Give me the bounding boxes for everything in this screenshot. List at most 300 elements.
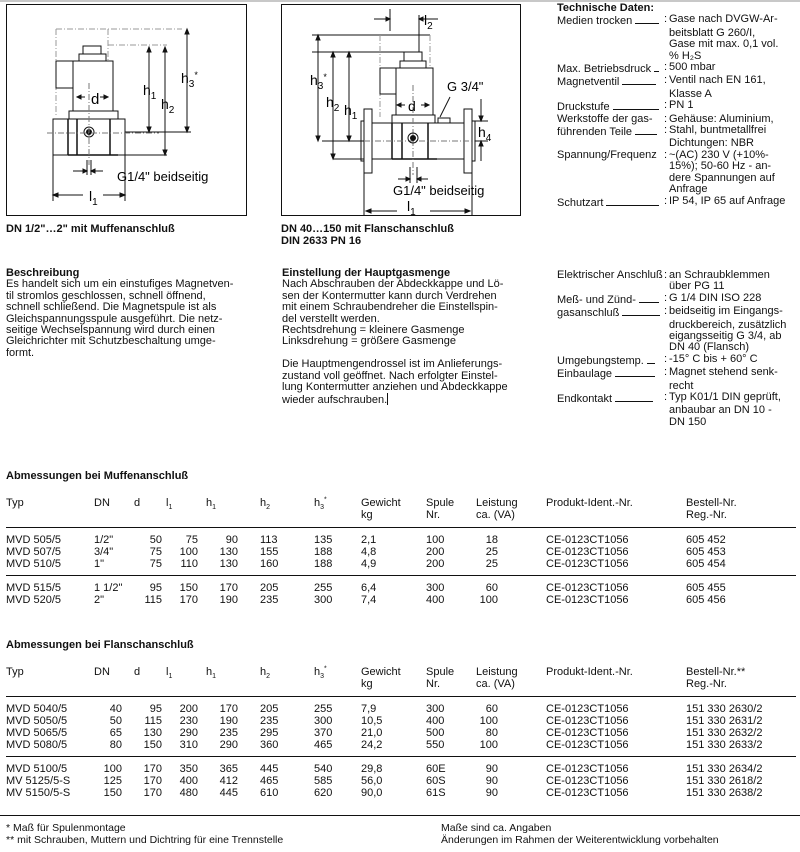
header-text: l (166, 666, 169, 678)
table-cell: 151 330 2631/2 (686, 715, 763, 727)
text-line: zustand voll geöffnet. Nach erfolgter Einstel- (282, 369, 498, 382)
tech-row (557, 417, 800, 428)
caption-flanschanschluss (281, 224, 454, 247)
table-cell: 205 (260, 703, 279, 715)
tech-label-empty (557, 405, 667, 416)
label-l2: $l_2$ (424, 12, 433, 32)
table-row (6, 594, 796, 606)
tech-label-empty (557, 417, 667, 428)
tech-label-empty (557, 89, 667, 100)
table-row (6, 775, 796, 787)
table-cell: 295 (260, 727, 279, 739)
table-cell: MVD 520/5 (6, 594, 62, 606)
table-cell: 95 (134, 576, 166, 595)
tech-label-empty (557, 39, 667, 50)
col-produkt: Produkt-Ident.-Nr. (546, 666, 686, 697)
table-cell: 465 (260, 775, 279, 787)
table-cell: 21,0 (361, 727, 383, 739)
table-cell: 255 (314, 703, 333, 715)
table-cell: 170 (219, 703, 238, 715)
header-text: l (166, 497, 169, 509)
tech-value: an Schraubklemmen (669, 269, 770, 281)
tech-value: % H₂S (669, 49, 702, 62)
technische-daten (557, 3, 800, 209)
table-cell: CE-0123CT1056 (546, 739, 629, 751)
caption-line-2: DIN 2633 PN 16 (281, 234, 362, 247)
figure-flanschanschluss (281, 4, 521, 216)
table-cell: 400 (179, 775, 198, 787)
col-spule: Spule Nr. (426, 497, 476, 528)
subscript: 1 (168, 504, 173, 512)
table-cell: 90,0 (361, 787, 383, 799)
table-cell: 2,1 (361, 534, 377, 546)
tech-label-empty (557, 381, 667, 392)
table-cell: 620 (314, 787, 333, 799)
table-cell: 170 (134, 757, 166, 776)
col-produkt: Produkt-Ident.-Nr. (546, 497, 686, 528)
table-cell: 18 (485, 534, 498, 546)
caption-line-1: DN 40…150 mit Flanschanschluß (281, 223, 454, 235)
tech-label-empty (557, 161, 667, 172)
table-cell: MVD 5040/5 (6, 703, 68, 715)
table-cell: 200 (426, 558, 445, 570)
note-approx: Maße sind ca. Angaben (441, 822, 552, 834)
table-cell: 90 (476, 757, 546, 776)
subscript: 3 (320, 673, 325, 681)
table-row (6, 715, 796, 727)
label-h1: $h_1$ (344, 102, 358, 122)
table-cell: 150 (143, 739, 162, 751)
figure-muffenanschluss (6, 4, 247, 216)
text-line: Es handelt sich um ein einstufiges Magnetven- (6, 278, 234, 291)
table-cell: 100 (479, 594, 498, 606)
table-cell: 150 (103, 787, 122, 799)
table-cell: MVD 5080/5 (6, 739, 68, 751)
tech-label: führenden Teile : (557, 124, 667, 139)
table-cell: CE-0123CT1056 (546, 757, 686, 776)
tech-label: Werkstoffe der gas- : (557, 112, 667, 125)
table-cell: MVD 515/5 (6, 576, 94, 595)
table-cell: 135 (314, 534, 333, 546)
table-cell: 10,5 (361, 715, 383, 727)
tech-label-empty (557, 320, 667, 331)
tech-value: Klasse A (669, 87, 712, 100)
table-cell: 100 (179, 546, 198, 558)
table-cell: 400 (426, 594, 445, 606)
table-cell: 60 (485, 703, 498, 715)
table-cell: 605 456 (686, 594, 726, 606)
table-row (6, 546, 796, 558)
valve-drawing-muffe (7, 5, 246, 215)
table-row (6, 558, 796, 576)
einstellung-text (282, 279, 544, 406)
table-cell: 445 (260, 757, 314, 776)
footnotes-right (441, 822, 719, 846)
subscript: 1 (212, 673, 217, 681)
table-cell: 155 (260, 546, 279, 558)
col-h2 (260, 497, 314, 528)
tech-row (557, 306, 800, 319)
tech-label: Endkontakt : (557, 391, 667, 406)
table-cell: 300 (314, 715, 333, 727)
table-cell: MV 5125/5-S (6, 775, 71, 787)
label-g14: G1/4" beidseitig (117, 169, 209, 184)
tech-value: beitsblatt G 260/I, (669, 26, 756, 39)
table-cell: 151 330 2618/2 (686, 775, 763, 787)
col-dn: DN (94, 666, 134, 697)
header-text: h (206, 666, 213, 678)
table-cell: 150 (166, 576, 206, 595)
table-cell: 100 (479, 739, 498, 751)
tech-label: Medien trocken : (557, 13, 667, 28)
tech-value: eigangsseitig G 3/4, ab (669, 330, 782, 343)
table-cell: CE-0123CT1056 (546, 715, 629, 727)
tech-row (557, 392, 800, 405)
table-cell: 151 330 2630/2 (686, 703, 763, 715)
tech-label: Max. Betriebsdruck : (557, 61, 667, 76)
tech-label: Umgebungstemp. : (557, 352, 667, 367)
tech-value: 500 mbar (669, 61, 716, 74)
table-cell: CE-0123CT1056 (546, 534, 629, 546)
table-cell: 170 (143, 787, 162, 799)
table-cell: 188 (314, 558, 333, 570)
table-cell: 605 452 (686, 534, 726, 546)
label-h2: $h_2$ (161, 96, 175, 116)
tech-value: Stahl, buntmetallfrei (669, 124, 767, 137)
tech-label: gasanschluß : (557, 305, 667, 320)
table-cell: 80 (485, 727, 498, 739)
table-cell: 400 (426, 715, 445, 727)
table-row (6, 697, 796, 716)
table-cell: 130 (219, 546, 238, 558)
tech-row (557, 100, 800, 113)
col-leistung: Leistung ca. (VA) (476, 497, 546, 528)
table-cell: 300 (314, 594, 333, 606)
col-l1 (166, 497, 206, 528)
header-text: h (260, 497, 267, 509)
tech-row (557, 354, 800, 367)
table-cell: 300 (426, 703, 445, 715)
text-line: formt. (6, 346, 35, 359)
tech-value: Magnet stehend senk- (669, 366, 778, 379)
table-cell: 60E (426, 757, 476, 776)
note-changes: Änderungen im Rahmen der Weiterentwicklung vorbehalten (441, 834, 719, 846)
table-cell: 90 (485, 775, 498, 787)
table-cell: 60S (426, 775, 446, 787)
table-cell: 585 (314, 775, 333, 787)
subscript: 2 (266, 504, 271, 512)
header-text: h (314, 666, 321, 678)
text-line: seitige Wechselspannung wird durch einen (6, 324, 215, 337)
tech-value: dere Spannungen auf (669, 171, 775, 184)
col-dn: DN (94, 497, 134, 528)
tech-value: Gase nach DVGW-Ar- (669, 13, 778, 26)
table-cell: 50 (149, 534, 162, 546)
table-cell: 188 (314, 546, 333, 558)
table-cell: 1" (94, 558, 105, 570)
tech-value: über PG 11 (669, 280, 725, 293)
table-cell: 75 (149, 546, 162, 558)
tech-value: Gehäuse: Aluminium, (669, 112, 774, 125)
table-cell: 100 (479, 715, 498, 727)
beschreibung-section (6, 268, 268, 359)
table-cell: 50 (109, 715, 122, 727)
table-cell: MVD 510/5 (6, 558, 62, 570)
col-spule: Spule Nr. (426, 666, 476, 697)
tech-value: Dichtungen: NBR (669, 137, 754, 150)
label-h1: $h_1$ (143, 82, 157, 102)
table-cell: 605 455 (686, 576, 796, 595)
col-l1 (166, 666, 206, 697)
tech-value: PN 1 (669, 99, 694, 112)
table-cell: 60 (476, 576, 546, 595)
table-cell: 25 (485, 546, 498, 558)
table-cell: 445 (219, 787, 238, 799)
table-cell: 605 453 (686, 546, 726, 558)
tech-value: 15%); 50-60 Hz - an- (669, 160, 772, 173)
label-d: d (91, 91, 100, 108)
footnote-1: * Maß für Spulenmontage (6, 822, 126, 834)
table-cell: 170 (143, 775, 162, 787)
table-cell: 100 (94, 757, 134, 776)
table-cell: 550 (426, 739, 445, 751)
beschreibung-text (6, 279, 268, 359)
tech-value: Typ K01/1 DIN geprüft, (669, 391, 781, 404)
technische-daten-list-2 (557, 270, 800, 428)
table-cell: 110 (180, 558, 198, 570)
table-cell: CE-0123CT1056 (546, 727, 629, 739)
tech-value: -15° C bis + 60° C (669, 352, 758, 365)
table-cell: 113 (260, 534, 278, 546)
tech-label-empty (557, 281, 667, 292)
tech-label: Spannung/Frequenz : (557, 148, 667, 161)
footnotes-left (6, 822, 283, 846)
text-line: lung Kontermutter anziehen und Abdeckkappe (282, 381, 508, 394)
tech-label: Magnetventil : (557, 74, 667, 89)
tech-label: Einbaulage : (557, 366, 667, 381)
text-line: schnell schließend. Die Magnetspule ist als (6, 301, 217, 314)
tech-row (557, 184, 800, 195)
header-text: h (206, 497, 213, 509)
col-gewicht: Gewicht kg (361, 497, 426, 528)
tech-row (557, 196, 800, 209)
table-cell: 360 (260, 739, 279, 751)
tech-value: DN 40 (Flansch) (669, 341, 750, 354)
table-cell: 6,4 (361, 576, 426, 595)
table-header-row (6, 497, 796, 528)
table-cell: 370 (314, 727, 333, 739)
beschreibung-title: Beschreibung (6, 267, 80, 279)
table-cell: 151 330 2638/2 (686, 787, 763, 799)
table-cell: CE-0123CT1056 (546, 775, 629, 787)
tech-row (557, 62, 800, 75)
table-cell: 310 (179, 739, 198, 751)
tech-value: Gase mit max. 0,1 vol. (669, 38, 779, 51)
table-cell: MVD 507/5 (6, 546, 62, 558)
text-line: Linksdrehung = größere Gasmenge (282, 335, 456, 348)
table-cell: 290 (179, 727, 198, 739)
einstellung-title: Einstellung der Hauptgasmenge (282, 267, 451, 279)
table-cell: 115 (144, 594, 162, 606)
col-leistung: Leistung ca. (VA) (476, 666, 546, 697)
tech-value: G 1/4 DIN ISO 228 (669, 291, 762, 304)
table-cell: 500 (426, 727, 445, 739)
table-cell: CE-0123CT1056 (546, 546, 629, 558)
label-h3: $h_3^*$ (310, 72, 327, 92)
table-cell: 170 (179, 594, 198, 606)
tech-label-empty (557, 342, 667, 353)
table-cell: 412 (219, 775, 238, 787)
table-cell: 24,2 (361, 739, 383, 751)
text-line: Gleichspannungsspule ausgeführt. Die netz- (6, 312, 223, 325)
tech-value: ~(AC) 230 V (+10%- (669, 148, 769, 161)
col-gewicht: Gewicht kg (361, 666, 426, 697)
technische-daten-title: Technische Daten: (557, 2, 654, 14)
tech-value: beidseitig im Eingangs- (669, 305, 783, 318)
tech-value: recht (669, 379, 694, 392)
tech-value: druckbereich, zusätzlich (669, 318, 787, 331)
tech-label-empty (557, 331, 667, 342)
table-flansch-title: Abmessungen bei Flanschanschluß (6, 639, 194, 651)
text-line: Rechtsdrehung = kleinere Gasmenge (282, 324, 465, 337)
col-d: d (134, 666, 166, 697)
table-cell: 130 (143, 727, 162, 739)
col-h3 (314, 666, 361, 697)
table-cell: 130 (219, 558, 238, 570)
table-muffe-title: Abmessungen bei Muffenanschluß (6, 470, 189, 482)
table-cell: 40 (109, 703, 122, 715)
table-row (6, 787, 796, 799)
table-cell: 75 (149, 558, 162, 570)
technische-daten-list (557, 14, 800, 209)
table-cell: CE-0123CT1056 (546, 787, 629, 799)
table-cell: 610 (260, 787, 279, 799)
tech-row (557, 125, 800, 138)
table-cell: 95 (149, 703, 162, 715)
text-line: Nach Abschrauben der Abdeckkappe und Lö- (282, 278, 504, 291)
table-cell: 75 (185, 534, 198, 546)
table-cell: 255 (314, 576, 361, 595)
table-cell: 465 (314, 739, 333, 751)
tech-label-empty (557, 28, 667, 39)
table-row (6, 739, 796, 757)
table-cell: 190 (219, 715, 238, 727)
superscript: * (324, 496, 327, 504)
superscript: * (324, 665, 327, 673)
table-cell: 125 (103, 775, 122, 787)
table-cell: 235 (260, 594, 279, 606)
tech-label: Druckstufe : (557, 99, 667, 114)
table-cell: 170 (206, 576, 260, 595)
table-cell: 605 454 (686, 558, 726, 570)
table-cell: 350 (166, 757, 206, 776)
text-line: del verstellt werden. (282, 312, 380, 325)
table-cell: 2" (94, 594, 105, 606)
table-cell: 480 (179, 787, 198, 799)
table-cell: 80 (109, 739, 122, 751)
text-line: mit einem Schraubendreher die Einstellspin- (282, 301, 498, 314)
label-g34: G 3/4" (447, 79, 484, 94)
technische-daten-continued (557, 270, 800, 428)
table-cell: 25 (485, 558, 498, 570)
table-cell: 115 (144, 715, 162, 727)
table-cell: 1/2" (94, 534, 114, 546)
col-bestell: Bestell-Nr. Reg.-Nr. (686, 497, 796, 528)
tech-value: Anfrage (669, 183, 708, 196)
col-h1 (206, 666, 260, 697)
table-cell: 235 (219, 727, 238, 739)
subscript: 1 (212, 504, 217, 512)
col-h1 (206, 497, 260, 528)
label-l1: $l_1$ (407, 198, 416, 215)
tech-value: DN 150 (669, 415, 707, 428)
table-cell: CE-0123CT1056 (546, 558, 629, 570)
tech-value: IP 54, IP 65 auf Anfrage (669, 194, 786, 207)
table-cell: 230 (179, 715, 198, 727)
label-l1: $l_1$ (89, 188, 98, 208)
table-cell: 151 330 2634/2 (686, 757, 796, 776)
table-cell: 200 (179, 703, 198, 715)
table-cell: MVD 5065/5 (6, 727, 68, 739)
col-h2 (260, 666, 314, 697)
col-bestell: Bestell-Nr.** Reg.-Nr. (686, 666, 796, 697)
header-text: h (314, 497, 321, 509)
tech-row (557, 293, 800, 306)
table-cell: 4,9 (361, 558, 377, 570)
table-header-row (6, 666, 796, 697)
subscript: 1 (168, 673, 173, 681)
subscript: 3 (320, 504, 325, 512)
tech-label: Schutzart : (557, 194, 667, 209)
text-line: Die Hauptmengendrossel ist im Anlieferungs- (282, 358, 503, 371)
table-cell: 205 (260, 576, 314, 595)
text-line: til stromlos geschlossen, schnell öffnend, (6, 289, 206, 302)
text-line: wieder aufschrauben. (282, 394, 388, 407)
header-text: h (260, 666, 267, 678)
tech-row (557, 39, 800, 50)
footnote-2: ** mit Schrauben, Muttern und Dichtring für eine Trennstelle (6, 834, 284, 846)
table-cell: 7,4 (361, 594, 377, 606)
tech-row (557, 367, 800, 380)
table-row (6, 528, 796, 547)
table-cell: 190 (219, 594, 238, 606)
tech-label: Elektrischer Anschluß : (557, 269, 667, 281)
table-cell: 235 (260, 715, 279, 727)
table-cell: 151 330 2633/2 (686, 739, 763, 751)
table-cell: 7,9 (361, 703, 377, 715)
table-cell: MVD 505/5 (6, 534, 62, 546)
table-row (6, 727, 796, 739)
table-cell: 4,8 (361, 546, 377, 558)
table-cell: 65 (109, 727, 122, 739)
label-h2: $h_2$ (326, 94, 340, 114)
table-cell: 29,8 (361, 757, 426, 776)
table-cell: 100 (426, 534, 445, 546)
footer-rule (0, 815, 800, 816)
table-cell: 160 (260, 558, 279, 570)
tech-label: Meß- und Zünd- : (557, 291, 667, 306)
table-cell: 1 1/2" (94, 576, 134, 595)
table-cell: 90 (225, 534, 238, 546)
table-cell: 365 (206, 757, 260, 776)
table-cell: CE-0123CT1056 (546, 594, 629, 606)
top-rule (0, 0, 800, 2)
table-cell: 540 (314, 757, 361, 776)
table-cell: 151 330 2632/2 (686, 727, 763, 739)
label-g14: G1/4" beidseitig (393, 183, 485, 198)
text-line: sen der Kontermutter kann durch Verdrehen (282, 289, 497, 302)
table-muffenanschluss (6, 497, 796, 606)
